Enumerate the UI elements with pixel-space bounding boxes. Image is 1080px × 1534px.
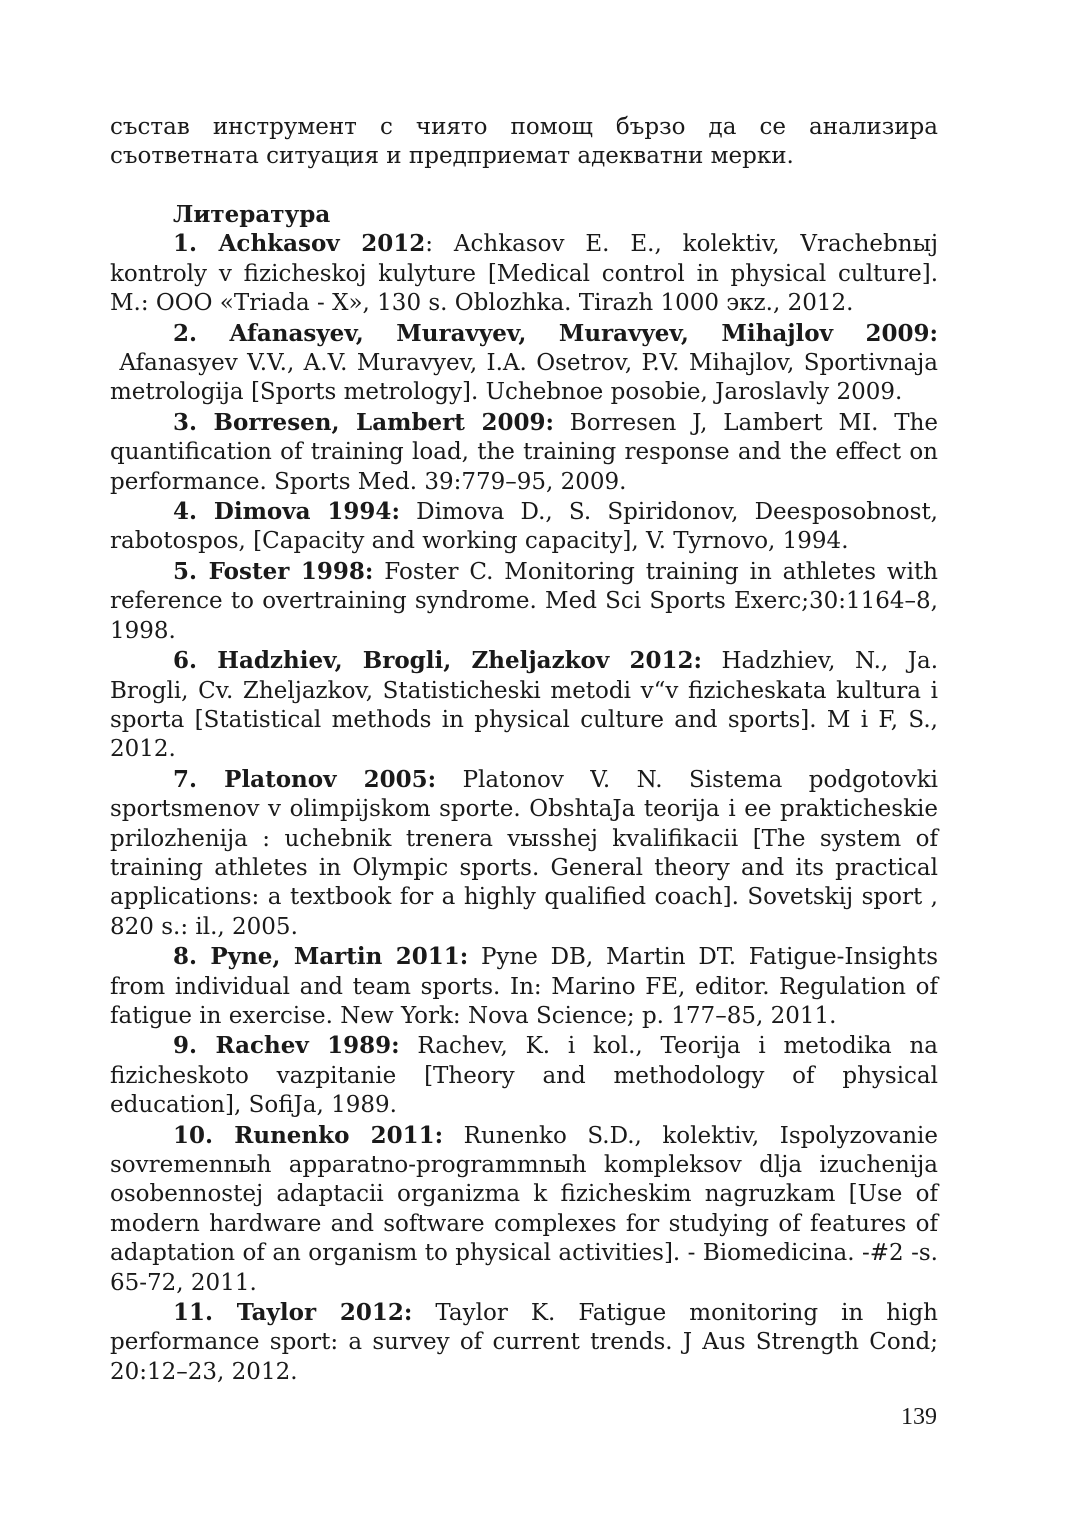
reference-key: 6. Hadzhiev, Brogli, Zheljazkov 2012: <box>173 647 702 675</box>
reference-key: 1. Achkasov 2012 <box>173 230 426 258</box>
reference-list <box>110 229 938 1387</box>
intro-paragraph: състав инструмент с чиято помощ бързо да се анализира съответната ситуация и предприемат адекватни мерки. <box>110 114 938 170</box>
reference-text: Achkasov E. E., kolektiv, Vrachebnыj kontroly v fizicheskoj kulyture [Medical control in physical culture]. M.: OOO «Triada - X», 130 s. Oblozhka. Tirazh 1000 экz., 2012. <box>110 231 939 317</box>
reference-key: 9. Rachev 1989: <box>173 1032 400 1060</box>
reference-separator <box>702 648 722 674</box>
reference-separator <box>400 499 416 525</box>
reference-separator <box>373 559 384 585</box>
reference-separator <box>400 1033 418 1059</box>
reference-entry <box>110 319 938 408</box>
reference-key: 4. Dimova 1994: <box>173 498 400 526</box>
reference-separator <box>554 410 570 436</box>
reference-key: 3. Borresen, Lambert 2009: <box>173 408 554 436</box>
section-heading: Литература <box>173 201 331 228</box>
references-section <box>110 200 938 1387</box>
reference-text: Runenko S.D., kolektiv, Ispolyzovanie sovremennыh apparatno-programmnыh kompleksov dlja izuchenija osobennostej adaptacii organizma k fizicheskim nagruzkam [Use of modern hardware and software complexes for studying of features of adaptation of an organism to physical activities]. - Biomedicina. -#2 -s. 65-72, 2011. <box>110 1122 938 1296</box>
reference-text: Borresen J, Lambert MI. The quantification of training load, the training response and the effect on performance. Sports Med. 39:779–95, 2009. <box>110 409 938 495</box>
reference-key: 2. Afanasyev, Muravyev, Muravyev, Mihajlov 2009: <box>173 319 938 347</box>
reference-text: Platonov V. N. Sistema podgotovki sportsmenov v olimpijskom sporte. ObshtaJa teorija i ee prakticheskie prilozhenija : uchebnik trenera vыsshej kvalifikacii [The system of training athletes in Olympic sports. General theory and its practical applications: a textbook for a highly qualified coach]. Sovetskij sport , 820 s.: il., 2005. <box>110 766 939 940</box>
reference-text: Foster C. Monitoring training in athletes with reference to overtraining syndrome. Med Sci Sports Exerc;30:1164–8, 1998. <box>110 558 938 644</box>
page-number: 139 <box>901 1404 937 1430</box>
reference-entry <box>110 229 938 318</box>
reference-key: 10. Runenko 2011: <box>173 1121 444 1149</box>
reference-text: Afanasyev V.V., A.V. Muravyev, I.A. Osetrov, P.V. Mihajlov, Sportivnaja metrologija [Sports metrology]. Uchebnoe posobie, Jaroslavly 2009. <box>110 350 938 406</box>
reference-separator <box>412 1300 435 1326</box>
reference-key: 11. Taylor 2012: <box>173 1299 413 1327</box>
reference-separator <box>443 1123 464 1149</box>
reference-text: Hadzhiev, N., Ja. Brogli, Cv. Zheljazkov, Statisticheski metodi v“v fizicheskata kultura i sporta [Statistical methods in physical culture and sports]. M i F, S., 2012. <box>110 648 939 763</box>
reference-entry <box>110 1031 938 1120</box>
reference-text: Dimova D., S. Spiridonov, Deesposobnost, rabotospos, [Capacity and working capacity], V. Tyrnovo, 1994. <box>110 499 938 555</box>
reference-key: 8. Pyne, Martin 2011: <box>173 943 469 971</box>
reference-entry <box>110 1121 938 1298</box>
reference-entry <box>110 408 938 497</box>
reference-key: 5. Foster 1998: <box>173 557 374 585</box>
reference-entry <box>110 765 938 942</box>
reference-entry <box>110 497 938 557</box>
reference-separator: : <box>425 231 454 258</box>
reference-separator <box>110 350 119 376</box>
reference-separator <box>468 944 481 970</box>
reference-text: Pyne DB, Martin DT. Fatigue-Insights from individual and team sports. In: Marino FE, editor. Regulation of fatigue in exercise. New York: Nova Science; p. 177–85, 2011. <box>110 944 938 1029</box>
reference-key: 7. Platonov 2005: <box>173 765 437 793</box>
reference-text: Taylor K. Fatigue monitoring in high performance sport: a survey of current trends. J Aus Strength Cond; 20:12–23, 2012. <box>110 1300 938 1385</box>
reference-entry <box>110 942 938 1031</box>
reference-entry <box>110 646 938 765</box>
reference-entry <box>110 1298 938 1387</box>
reference-text: Rachev, K. i kol., Teorija i metodika na fizicheskoto vazpitanie [Theory and methodology of physical education], SofiJa, 1989. <box>110 1033 938 1119</box>
reference-separator <box>436 767 462 793</box>
reference-entry <box>110 557 938 646</box>
